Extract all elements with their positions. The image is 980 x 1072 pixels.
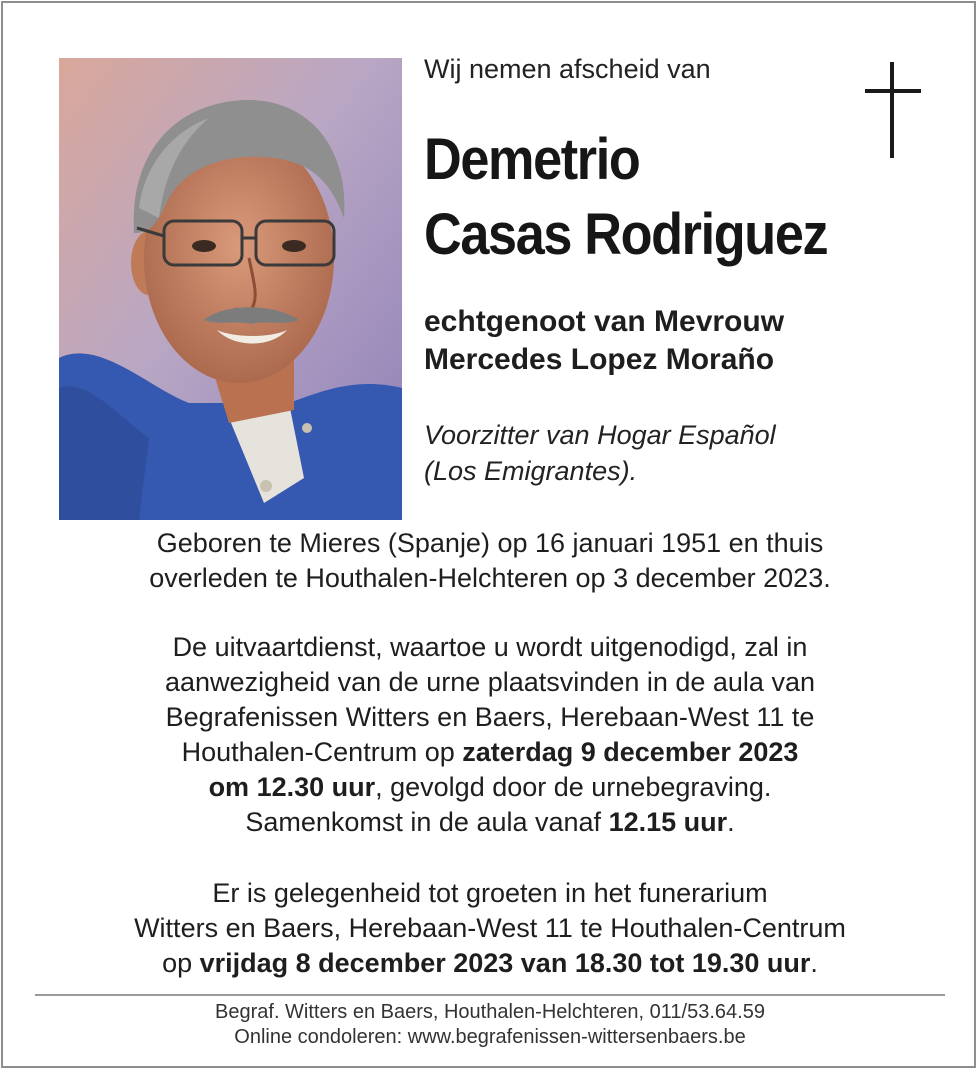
footer-condolence-link[interactable]: Online condoleren: www.begrafenissen-wittersenbaers.be [234,1026,746,1048]
visitation-line-2: Witters en Baers, Herebaan-West 11 te Houthalen-Centrum [134,913,846,943]
role-line-1: Voorzitter van Hogar Español [424,420,776,450]
cross-icon [865,62,921,158]
service-location: Houthalen-Centrum op [181,737,463,767]
role-text [424,417,776,489]
visitation-date-time: vrijdag 8 december 2023 van 18.30 tot 19.30 uur [199,948,811,978]
service-line-3: Begrafenissen Witters en Baers, Herebaan-West 11 te [165,702,815,732]
service-line-2: aanwezigheid van de urne plaatsvinden in de aula van [165,667,815,697]
gathering-time: 12.15 uur [608,807,728,837]
service-line-4 [40,735,940,770]
birth-death-paragraph [40,526,940,596]
spouse-text [424,303,784,379]
footer [40,1000,940,1050]
service-burial-note: , gevolgd door de urnebegraving. [375,772,772,802]
birth-line: Geboren te Mieres (Spanje) op 16 januari 1951 en thuis [156,528,824,558]
service-date: zaterdag 9 december 2023 [462,737,799,767]
visitation-prefix: op [162,948,200,978]
intro-text: Wij nemen afscheid van [424,54,711,84]
portrait-photo [59,58,402,520]
gathering-period: . [727,807,735,837]
name-first-line: Demetrio [424,127,640,192]
spouse-line-2: Mercedes Lopez Moraño [424,343,775,376]
deceased-name [424,122,827,272]
visitation-line-1: Er is gelegenheid tot groeten in het funerarium [212,878,768,908]
gathering-text: Samenkomst in de aula vanaf [245,807,609,837]
visitation-period: . [810,948,818,978]
spouse-line-1: echtgenoot van Mevrouw [424,305,785,338]
name-second-line: Casas Rodriguez [424,202,828,267]
service-time: om 12.30 uur [208,772,376,802]
footer-funeral-home: Begraf. Witters en Baers, Houthalen-Helchteren, 011/53.64.59 [215,1001,765,1023]
service-line-5 [40,770,940,805]
service-paragraph [40,630,940,840]
service-line-1: De uitvaartdienst, waartoe u wordt uitgenodigd, zal in [172,632,808,662]
visitation-line-3 [40,946,940,981]
service-line-6 [40,805,940,840]
death-line: overleden te Houthalen-Helchteren op 3 december 2023. [149,563,831,593]
visitation-paragraph [40,876,940,981]
role-line-2: (Los Emigrantes). [424,456,638,486]
footer-divider [35,994,945,996]
